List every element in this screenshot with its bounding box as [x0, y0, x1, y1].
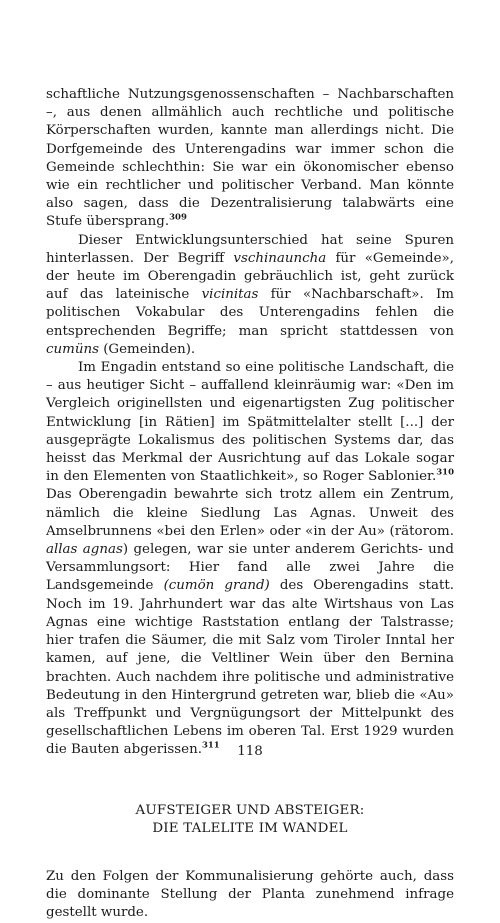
italic-term: cumüns [46, 341, 99, 357]
text-run: des Oberengadins statt. Noch im 19. Jahrhundert war das alte Wirtshaus von Las Agnas eine wichtige Raststation entlang der Talstrasse; hier trafen die Säumer, die mit Salz vom Tiroler Inntal her kamen, auf jene, die Veltliner Wein über den Bernina brachten. Auch nachdem ihre politische und administrative Bedeutung in den Hintergrund getreten war, blieb die «Au» als Treffpunkt und Vergnügungsort der Mittelpunkt des gesellschaftlichen Lebens im oberen Tal. Erst 1929 wurden die Bauten abgerissen. [46, 578, 454, 758]
paragraph-2 [46, 232, 454, 359]
paragraph-1 [46, 86, 454, 232]
footnote-ref: 310 [436, 467, 454, 478]
page-number: 118 [237, 744, 263, 759]
footnote-ref: 309 [169, 212, 187, 223]
italic-term: vschinauncha [233, 250, 327, 266]
body-text [46, 86, 454, 760]
text-run: (Gemeinden). [98, 341, 196, 357]
text-run: für «Gemeinde», der heute im Oberengadin gebräuchlich ist, geht zurück auf das lateinische [46, 250, 454, 303]
paragraph-3 [46, 359, 454, 759]
text-run: Dieser Entwicklungsunterschied hat seine Spuren hinterlassen. Der Begriff [46, 232, 454, 266]
closing-text [46, 868, 454, 923]
text-run: Im Engadin entstand so eine politische Landschaft, die – aus heutiger Sicht – auffallend kleinräumig war: «Den im Vergleich originellsten und eigenartigsten Zug politischer Entwicklung [in Rätien] im Spätmittelalter stellt [...] der ausgeprägte Lokalismus des politischen Systems dar, das heisst das Merkmal der Ausrichtung auf das Lokale sogar in den Elementen von Staatlichkeit», so Roger Sablonier. [46, 360, 454, 485]
footnote-ref: 311 [201, 740, 220, 751]
italic-term: vicinitas [201, 287, 259, 303]
heading-line-1: AUFSTEIGER UND ABSTEIGER: [135, 802, 365, 818]
text-run: Das Oberengadin bewahrte sich trotz allem ein Zentrum, nämlich die kleine Siedlung Las Agnas. Unweit des Amselbrunnens «bei den Erlen» oder «in der Au» (rätorom. [46, 487, 454, 539]
heading-line-2: DIE TALELITE IM WANDEL [152, 820, 348, 836]
text-run: schaftliche Nutzungsgenossenschaften – Nachbarschaften –, aus denen allmählich auch rechtliche und politische Körperschaften wurden, kannte man allerdings nicht. Die Dorfgemeinde des Unterengadins war immer schon die Gemeinde schlechthin: Sie war ein ökonomischer ebenso wie ein rechtlicher und politischer Verband. Man könnte also sagen, dass die Dezentralisierung talabwärts eine Stufe übersprang. [46, 87, 454, 230]
text-run: für «Nachbarschaft». Im politischen Vokabular des Unterengadins fehlen die entsprechenden Begriffe; man spricht stattdessen von [46, 287, 454, 339]
italic-term: allas agnas [46, 542, 123, 558]
text-run: ) gelegen, war sie unter anderem Gerichts- und Versammlungsort: Hier fand alle zwei Jahre die Landsgemeinde [46, 542, 454, 594]
closing-paragraph: Zu den Folgen der Kommunalisierung gehörte auch, dass die dominante Stellung der Planta zunehmend infrage gestellt wurde. [46, 868, 454, 921]
italic-term: (cumön grand) [163, 578, 270, 594]
section-heading [46, 802, 454, 838]
